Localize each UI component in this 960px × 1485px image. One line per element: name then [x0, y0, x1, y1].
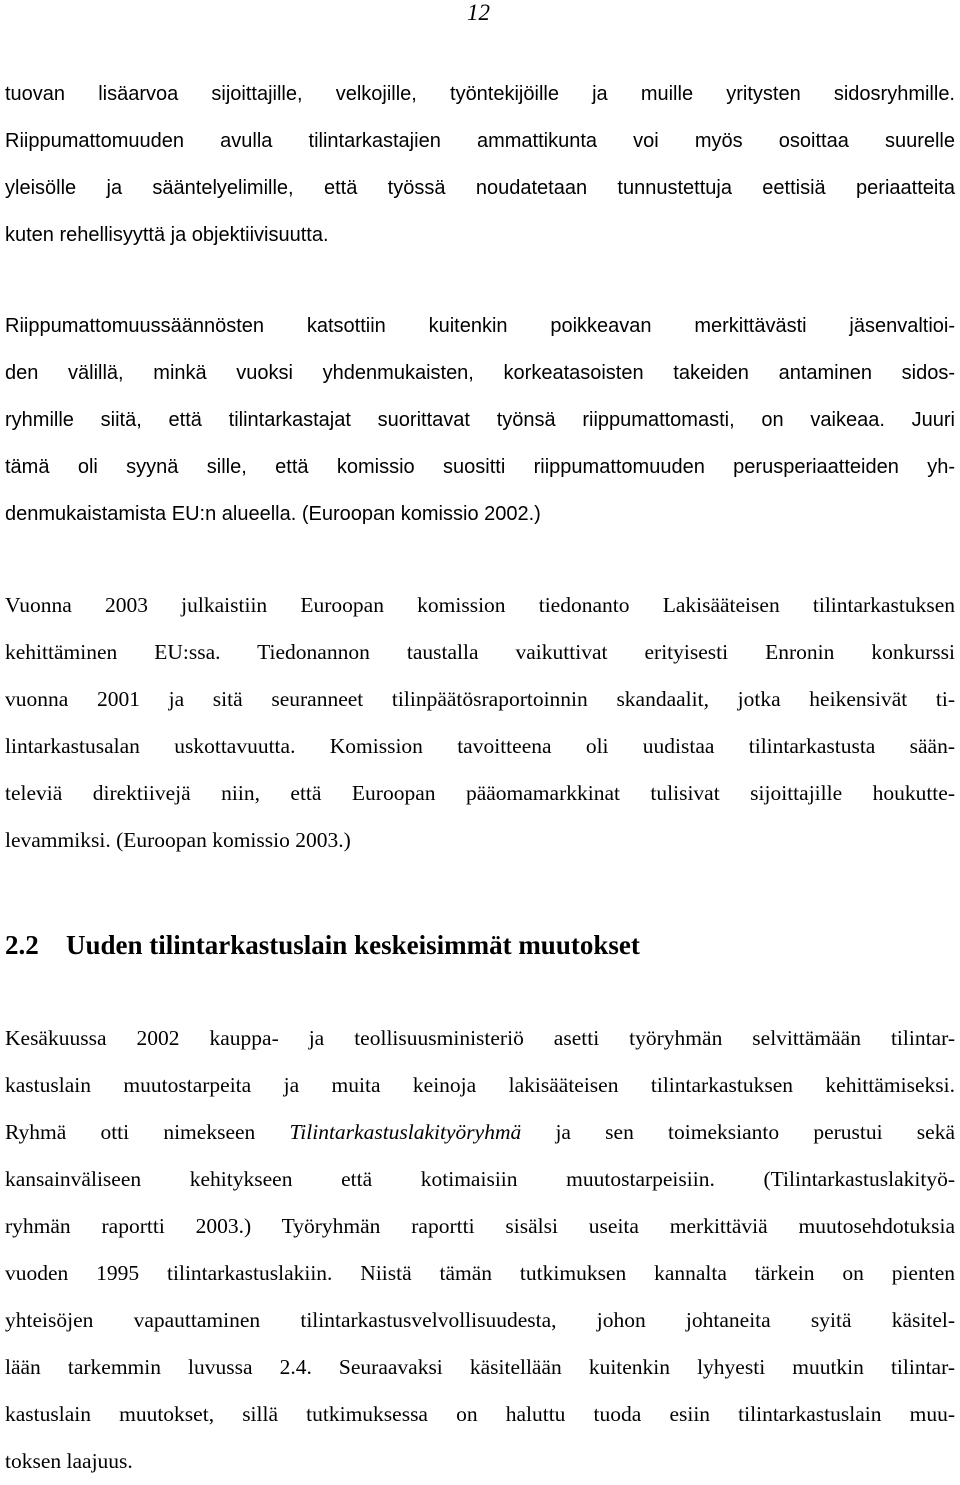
text-line: denmukaistamista EU:n alueella. (Euroopan komissio 2002.) [5, 503, 541, 525]
text-segment: Ryhmä otti nimekseen [5, 1120, 290, 1144]
text-line: kastuslain muutostarpeita ja muita keinoja lakisääteisen tilintarkastuksen kehittämiseksi. [5, 1073, 955, 1097]
text-line: ryhmän raportti 2003.) Työryhmän raportti sisälsi useita merkittäviä muutosehdotuksia [5, 1214, 955, 1238]
text-line: levammiksi. (Euroopan komissio 2003.) [5, 828, 351, 852]
text-line: tuovan lisäarvoa sijoittajille, velkojille, työntekijöille ja muille yritysten sidosryhmille. [5, 83, 955, 105]
text-line: kuten rehellisyyttä ja objektiivisuutta. [5, 224, 329, 246]
text-line: yleisölle ja sääntelyelimille, että työssä noudatetaan tunnustettuja eettisiä periaatteita [5, 177, 955, 199]
text-line: vuonna 2001 ja sitä seuranneet tilinpäätösraportoinnin skandaalit, jotka heikensivät ti- [5, 687, 955, 711]
text-line: kastuslain muutokset, sillä tutkimuksessa on haluttu tuoda esiin tilintarkastuslain muu- [5, 1402, 955, 1426]
text-line: lään tarkemmin luvussa 2.4. Seuraavaksi käsitellään kuitenkin lyhyesti muutkin tilintar- [5, 1355, 955, 1379]
text-line: ryhmille siitä, että tilintarkastajat suorittavat työnsä riippumattomasti, on vaikeaa. Juuri [5, 409, 955, 431]
text-line: Riippumattomuuden avulla tilintarkastajien ammattikunta voi myös osoittaa suurelle [5, 130, 955, 152]
section-number: 2.2 [5, 930, 39, 960]
text-line: yhteisöjen vapauttaminen tilintarkastusvelvollisuudesta, johon johtaneita syitä käsitel- [5, 1308, 955, 1332]
text-line: vuoden 1995 tilintarkastuslakiin. Niistä tämän tutkimuksen kannalta tärkein on pienten [5, 1261, 955, 1285]
paragraph-commission-communication [5, 582, 955, 864]
paragraph-independence-rules [5, 303, 955, 538]
text-line: Riippumattomuussäännösten katsottiin kuitenkin poikkeavan merkittävästi jäsenvaltioi- [5, 315, 955, 337]
working-group-name: Tilintarkastuslakityöryhmä [289, 1120, 522, 1144]
text-line: Kesäkuussa 2002 kauppa- ja teollisuusministeriö asetti työryhmän selvittämään tilintar- [5, 1026, 955, 1050]
section-title: Uuden tilintarkastuslain keskeisimmät muutokset [66, 930, 640, 960]
section-heading [5, 925, 640, 965]
paragraph-independence-value [5, 71, 955, 259]
text-line: lintarkastusalan uskottavuutta. Komission tavoitteena oli uudistaa tilintarkastusta sään- [5, 734, 955, 758]
text-segment: ja sen toimeksianto perustui sekä [521, 1120, 956, 1144]
text-line: kehittäminen EU:ssa. Tiedonannon taustalla vaikuttivat erityisesti Enronin konkurssi [5, 640, 955, 664]
paragraph-working-group [5, 1015, 955, 1485]
text-line [5, 1109, 955, 1156]
text-line: toksen laajuus. [5, 1449, 133, 1473]
text-line: kansainväliseen kehitykseen että kotimaisiin muutostarpeisiin. (Tilintarkastuslakityö- [5, 1167, 955, 1191]
text-line: Vuonna 2003 julkaistiin Euroopan komission tiedonanto Lakisääteisen tilintarkastuksen [5, 593, 955, 617]
text-line: tämä oli syynä sille, että komissio suositti riippumattomuuden perusperiaatteiden yh- [5, 456, 955, 478]
page-number: 12 [467, 0, 490, 25]
text-line: den välillä, minkä vuoksi yhdenmukaisten, korkeatasoisten takeiden antaminen sidos- [5, 362, 955, 384]
text-line: televiä direktiivejä niin, että Euroopan pääomamarkkinat tulisivat sijoittajille houkutte- [5, 781, 955, 805]
